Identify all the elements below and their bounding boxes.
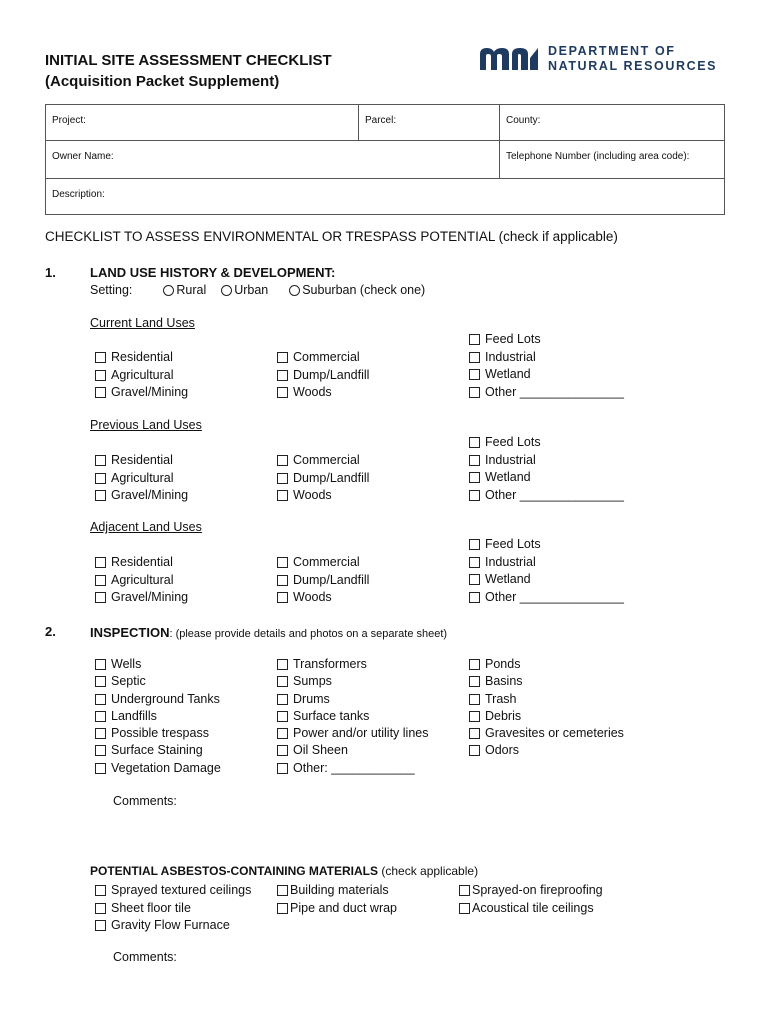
checkbox[interactable] [469,745,480,756]
checkbox[interactable] [277,728,288,739]
current-agricultural[interactable]: Agricultural [95,367,188,385]
current-residential[interactable]: Residential [95,349,188,367]
inspect-possible-trespass[interactable]: Possible trespass [95,725,221,742]
inspect-wells[interactable]: Wells [95,656,221,673]
checkbox[interactable] [277,387,288,398]
current-feed-lots[interactable]: Feed Lots [469,331,624,349]
adjacent-dump-landfill[interactable]: Dump/Landfill [277,572,369,590]
parcel-field[interactable]: Parcel: [359,105,500,141]
adjacent-wetland[interactable]: Wetland [469,571,624,589]
asbestos-sheet-floor-tile[interactable]: Sheet floor tile [95,900,251,918]
previous-col-1 [95,452,188,505]
checkbox[interactable] [277,659,288,670]
asbestos-sprayed-on-fireproofing[interactable]: Sprayed-on fireproofing [459,882,603,900]
checkbox[interactable] [469,352,480,363]
previous-land-uses-label: Previous Land Uses [90,418,202,432]
urban-radio[interactable] [221,285,232,296]
checkbox[interactable] [95,592,106,603]
adjacent-feed-lots[interactable]: Feed Lots [469,536,624,554]
checkbox[interactable] [95,676,106,687]
asbestos-col-1 [95,882,251,935]
title-line-2: (Acquisition Packet Supplement) [45,73,280,90]
rural-radio[interactable] [163,285,174,296]
previous-industrial[interactable]: Industrial [469,452,624,470]
current-other[interactable]: Other _______________ [469,384,624,402]
checkbox[interactable] [469,437,480,448]
checkbox[interactable] [277,575,288,586]
section-1-title: LAND USE HISTORY & DEVELOPMENT: [90,265,336,280]
previous-col-3 [469,434,624,504]
checkbox[interactable] [469,334,480,345]
inspect-basins[interactable]: Basins [469,673,624,690]
adjacent-commercial[interactable]: Commercial [277,554,369,572]
asbestos-subtitle: (check applicable) [378,864,479,878]
checkbox[interactable] [469,592,480,603]
checkbox[interactable] [277,885,288,896]
checkbox[interactable] [277,592,288,603]
inspect-power-utility-lines[interactable]: Power and/or utility lines [277,725,428,742]
asbestos-title: POTENTIAL ASBESTOS-CONTAINING MATERIALS [90,864,379,878]
dnr-logo [478,44,728,76]
asbestos-comments-label: Comments: [113,950,177,964]
asbestos-sprayed-textured-ceilings[interactable]: Sprayed textured ceilings [95,882,251,900]
inspect-oil-sheen[interactable]: Oil Sheen [277,742,428,759]
inspect-sumps[interactable]: Sumps [277,673,428,690]
asbestos-building-materials[interactable]: Building materials [277,882,397,900]
checkbox[interactable] [469,557,480,568]
logo-line-2: NATURAL RESOURCES [548,59,718,73]
previous-other[interactable]: Other _______________ [469,487,624,505]
adjacent-other[interactable]: Other _______________ [469,589,624,607]
adjacent-col-1 [95,554,188,607]
current-woods[interactable]: Woods [277,384,369,402]
previous-gravel-mining[interactable]: Gravel/Mining [95,487,188,505]
checkbox[interactable] [95,728,106,739]
inspection-col-3 [469,656,624,760]
adjacent-residential[interactable]: Residential [95,554,188,572]
checkbox[interactable] [469,694,480,705]
title-line-1: INITIAL SITE ASSESSMENT CHECKLIST [45,52,332,69]
setting-row: Setting: Rural Urban Suburban (check one) [90,283,426,297]
checkbox[interactable] [277,455,288,466]
checkbox[interactable] [95,455,106,466]
checkbox[interactable] [469,711,480,722]
asbestos-col-2 [277,882,397,917]
checkbox[interactable] [95,490,106,501]
current-wetland[interactable]: Wetland [469,366,624,384]
description-field[interactable]: Description: [46,179,725,215]
checkbox[interactable] [95,473,106,484]
current-land-uses-label: Current Land Uses [90,316,195,330]
checkbox[interactable] [469,659,480,670]
checkbox[interactable] [469,676,480,687]
checkbox[interactable] [277,370,288,381]
checkbox[interactable] [277,763,288,774]
asbestos-gravity-flow-furnace[interactable]: Gravity Flow Furnace [95,917,251,935]
checkbox[interactable] [277,473,288,484]
checkbox[interactable] [277,352,288,363]
checkbox[interactable] [277,903,288,914]
page-title [45,50,332,92]
current-col-2 [277,349,369,402]
project-info-table [45,104,725,215]
checkbox[interactable] [277,745,288,756]
setting-label: Setting: [90,283,133,297]
inspect-gravesites-cemeteries[interactable]: Gravesites or cemeteries [469,725,624,742]
checkbox[interactable] [459,885,470,896]
checkbox[interactable] [469,490,480,501]
checkbox[interactable] [277,557,288,568]
checkbox[interactable] [95,352,106,363]
previous-commercial[interactable]: Commercial [277,452,369,470]
inspect-landfills[interactable]: Landfills [95,708,221,725]
checkbox[interactable] [469,369,480,380]
checkbox[interactable] [95,694,106,705]
adjacent-woods[interactable]: Woods [277,589,369,607]
inspect-odors[interactable]: Odors [469,742,624,759]
checkbox[interactable] [469,472,480,483]
previous-residential[interactable]: Residential [95,452,188,470]
previous-agricultural[interactable]: Agricultural [95,470,188,488]
owner-name-field[interactable]: Owner Name: [46,141,500,179]
inspect-other[interactable]: Other: ____________ [277,760,428,777]
inspection-col-1 [95,656,221,777]
inspect-septic[interactable]: Septic [95,673,221,690]
checkbox[interactable] [95,885,106,896]
inspect-surface-tanks[interactable]: Surface tanks [277,708,428,725]
asbestos-col-3 [459,882,603,917]
checkbox[interactable] [95,387,106,398]
adjacent-gravel-mining[interactable]: Gravel/Mining [95,589,188,607]
checkbox[interactable] [95,763,106,774]
logo-line-1: DEPARTMENT OF [548,44,676,58]
inspect-debris[interactable]: Debris [469,708,624,725]
checkbox[interactable] [469,574,480,585]
checkbox[interactable] [469,728,480,739]
inspect-surface-staining[interactable]: Surface Staining [95,742,221,759]
adjacent-col-2 [277,554,369,607]
checkbox[interactable] [95,745,106,756]
current-industrial[interactable]: Industrial [469,349,624,367]
inspect-underground-tanks[interactable]: Underground Tanks [95,691,221,708]
checkbox[interactable] [277,490,288,501]
section-2-number: 2. [45,624,56,639]
project-field[interactable]: Project: [46,105,359,141]
inspect-ponds[interactable]: Ponds [469,656,624,673]
mn-logo-icon [478,44,542,72]
previous-wetland[interactable]: Wetland [469,469,624,487]
current-gravel-mining[interactable]: Gravel/Mining [95,384,188,402]
checkbox[interactable] [95,370,106,381]
checkbox[interactable] [469,539,480,550]
adjacent-col-3 [469,536,624,606]
current-col-3 [469,331,624,401]
telephone-field[interactable]: Telephone Number (including area code): [500,141,725,179]
section-2-heading [90,624,447,642]
checkbox[interactable] [95,659,106,670]
current-dump-landfill[interactable]: Dump/Landfill [277,367,369,385]
checkbox[interactable] [95,920,106,931]
checkbox[interactable] [95,903,106,914]
checklist-heading: CHECKLIST TO ASSESS ENVIRONMENTAL OR TRESPASS POTENTIAL (check if applicable) [45,229,618,244]
adjacent-agricultural[interactable]: Agricultural [95,572,188,590]
checkbox[interactable] [277,676,288,687]
adjacent-land-uses-label: Adjacent Land Uses [90,520,202,534]
section-2-subtitle: : (please provide details and photos on a separate sheet) [169,628,448,640]
previous-dump-landfill[interactable]: Dump/Landfill [277,470,369,488]
checkbox[interactable] [95,711,106,722]
checkbox[interactable] [95,557,106,568]
asbestos-heading [90,864,478,878]
current-col-1 [95,349,188,402]
checkbox[interactable] [95,575,106,586]
inspection-col-2 [277,656,428,777]
inspect-vegetation-damage[interactable]: Vegetation Damage [95,760,221,777]
adjacent-industrial[interactable]: Industrial [469,554,624,572]
suburban-radio[interactable] [289,285,300,296]
previous-woods[interactable]: Woods [277,487,369,505]
previous-col-2 [277,452,369,505]
checkbox[interactable] [277,711,288,722]
checkbox[interactable] [277,694,288,705]
section-2-title: INSPECTION [90,625,170,640]
inspect-trash[interactable]: Trash [469,691,624,708]
inspect-transformers[interactable]: Transformers [277,656,428,673]
section-1-number: 1. [45,265,56,280]
checkbox[interactable] [469,455,480,466]
current-commercial[interactable]: Commercial [277,349,369,367]
checkbox[interactable] [469,387,480,398]
county-field[interactable]: County: [500,105,725,141]
checkbox[interactable] [459,903,470,914]
previous-feed-lots[interactable]: Feed Lots [469,434,624,452]
inspection-comments-label: Comments: [113,794,177,808]
asbestos-acoustical-tile-ceilings[interactable]: Acoustical tile ceilings [459,900,603,918]
inspect-drums[interactable]: Drums [277,691,428,708]
asbestos-pipe-duct-wrap[interactable]: Pipe and duct wrap [277,900,397,918]
